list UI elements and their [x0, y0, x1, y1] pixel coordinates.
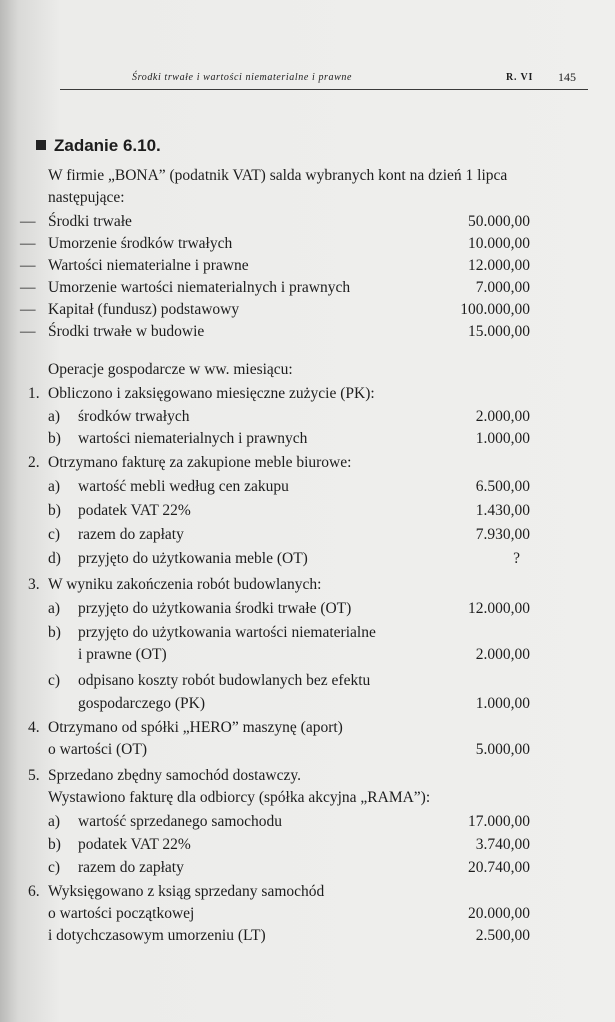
- section-label: R. VI: [506, 72, 534, 83]
- task-title: Zadanie 6.10.: [54, 136, 161, 155]
- operation-subitem: b) wartości niematerialnych i prawnych 1.000,00: [48, 430, 530, 447]
- running-title: Środki trwałe i wartości niematerialne i prawne: [132, 72, 353, 83]
- balance-row: — Umorzenie środków trwałych 10.000,00: [20, 235, 530, 252]
- intro-line: następujące:: [48, 189, 125, 206]
- list-dash: —: [20, 323, 36, 340]
- operation-row: 2. Otrzymano fakturę za zakupione meble biurowe:: [28, 454, 352, 471]
- list-dash: —: [20, 213, 36, 230]
- operation-subitem: c) razem do zapłaty 7.930,00: [48, 526, 530, 543]
- balance-row: — Środki trwałe 50.000,00: [20, 213, 530, 230]
- operation-row: 3. W wyniku zakończenia robót budowlanych:: [28, 576, 322, 593]
- list-dash: —: [20, 279, 36, 296]
- list-dash: —: [20, 235, 36, 252]
- operation-subitem: d) przyjęto do użytkowania meble (OT) ?: [48, 550, 520, 567]
- operations-heading: Operacje gospodarcze w ww. miesiącu:: [48, 361, 293, 378]
- balance-row: — Środki trwałe w budowie 15.000,00: [20, 323, 530, 340]
- operation-row: 1. Obliczono i zaksięgowano miesięczne zużycie (PK):: [28, 385, 375, 402]
- operation-subitem: c) odpisano koszty robót budowlanych bez efektu: [48, 672, 371, 689]
- operation-subitem: a) wartość sprzedanego samochodu 17.000,00: [48, 813, 530, 830]
- header-rule: [60, 89, 588, 90]
- operation-subitem: c) razem do zapłaty 20.740,00: [48, 859, 530, 876]
- running-header: [0, 68, 615, 88]
- operation-subitem: a) przyjęto do użytkowania środki trwałe (OT) 12.000,00: [48, 600, 530, 617]
- page-number: 145: [558, 70, 576, 84]
- balance-row: — Wartości niematerialne i prawne 12.000,00: [20, 257, 530, 274]
- operation-row-cont: o wartości początkowej 20.000,00: [48, 905, 530, 922]
- intro-line: W firmie „BONA” (podatnik VAT) salda wybranych kont na dzień 1 lipca: [48, 167, 508, 184]
- operation-subitem: a) wartość mebli według cen zakupu 6.500,00: [48, 478, 530, 495]
- square-bullet-icon: [36, 140, 46, 150]
- operation-subitem: b) przyjęto do użytkowania wartości niematerialne: [48, 624, 376, 641]
- operation-row-cont: o wartości (OT) 5.000,00: [48, 741, 530, 758]
- task-heading: [36, 136, 161, 156]
- list-dash: —: [20, 301, 36, 318]
- operation-row-cont: Wystawiono fakturę dla odbiorcy (spółka akcyjna „RAMA”):: [48, 789, 431, 806]
- balance-row: — Kapitał (fundusz) podstawowy 100.000,00: [20, 301, 530, 318]
- operation-subitem: b) podatek VAT 22% 3.740,00: [48, 836, 530, 853]
- operation-subitem: b) podatek VAT 22% 1.430,00: [48, 502, 530, 519]
- balance-row: — Umorzenie wartości niematerialnych i prawnych 7.000,00: [20, 279, 530, 296]
- operation-row: 5. Sprzedano zbędny samochód dostawczy.: [28, 767, 301, 784]
- operation-subitem-cont: gospodarczego (PK) 1.000,00: [78, 695, 530, 712]
- operation-row-cont: i dotychczasowym umorzeniu (LT) 2.500,00: [48, 927, 530, 944]
- operation-row: 6. Wyksięgowano z ksiąg sprzedany samochód: [28, 883, 325, 900]
- list-dash: —: [20, 257, 36, 274]
- operation-subitem: a) środków trwałych 2.000,00: [48, 408, 530, 425]
- operation-subitem-cont: i prawne (OT) 2.000,00: [78, 646, 530, 663]
- operation-row: 4. Otrzymano od spółki „HERO” maszynę (aport): [28, 719, 343, 736]
